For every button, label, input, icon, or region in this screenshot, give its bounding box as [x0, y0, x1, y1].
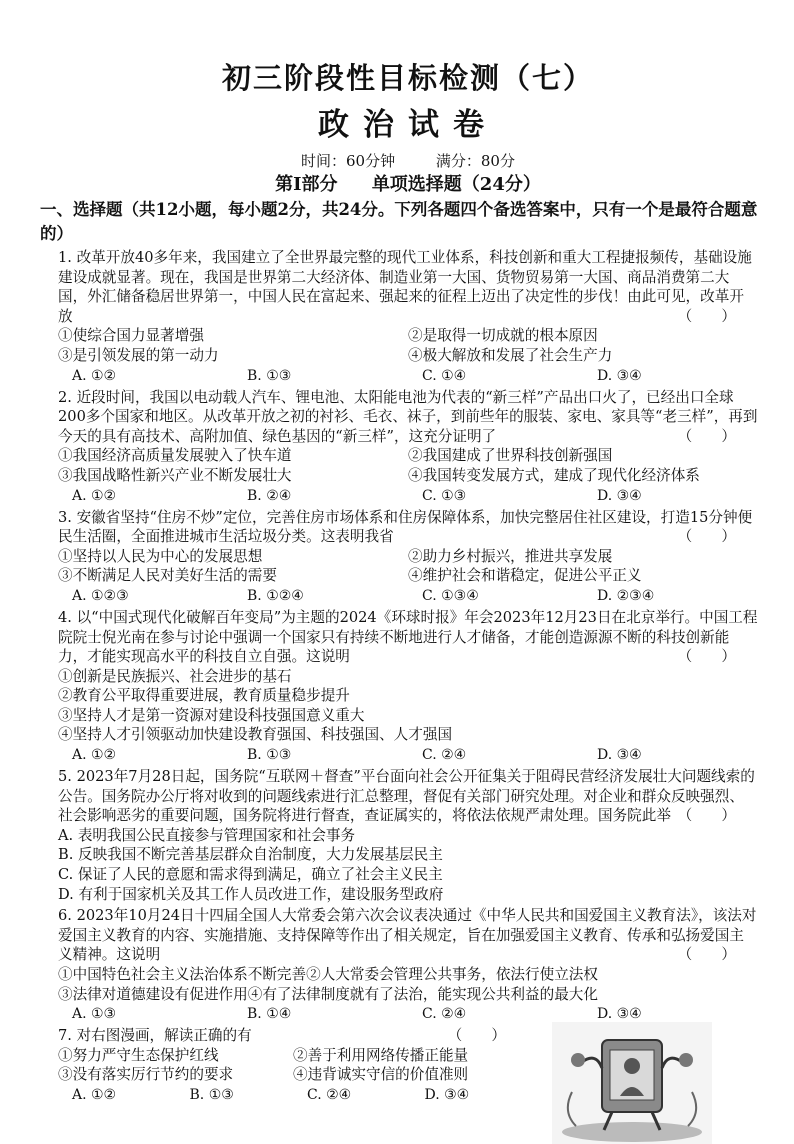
option-row [58, 346, 758, 366]
option: ③没有落实厉行节约的要求 [58, 1066, 234, 1084]
option: ②我国建成了世界科技创新强国 [408, 447, 613, 465]
answer-choice: C. ②④ [422, 1006, 467, 1023]
question-7-text [58, 1026, 528, 1105]
option: ④违背诚实守信的价值准则 [293, 1066, 469, 1084]
answer-choice: D. ③④ [597, 487, 642, 504]
question-stem: 7. 对右图漫画，解读正确的有 （ ） [58, 1027, 506, 1045]
answer-choices [58, 586, 758, 606]
answer-paren: （ ） [677, 427, 736, 445]
option-list [58, 965, 758, 1004]
part-heading [58, 172, 758, 198]
question-3 [58, 508, 758, 606]
answer-choice: A. ①② [72, 367, 117, 384]
question-2 [58, 388, 758, 506]
answer-choice: A. ①② [72, 747, 117, 764]
answer-choice: B. ①④ [247, 1006, 292, 1023]
answer-choice: C. ②④ [307, 1086, 352, 1103]
option: ③法律对道德建设有促进作用 [58, 985, 248, 1003]
option: C. 保证了人民的意愿和需求得到满足，确立了社会主义民主 [58, 866, 443, 884]
exam-time: 时间：60分钟 [301, 152, 396, 170]
question-1 [58, 248, 758, 386]
answer-paren: （ ） [677, 946, 736, 964]
answer-paren: （ ） [677, 307, 736, 325]
option-row [58, 985, 758, 1005]
question-6 [58, 906, 758, 1024]
option: D. 有利于国家机关及其工作人员改进工作，建设服务型政府 [58, 885, 444, 903]
option: ②助力乡村振兴，推进共享发展 [408, 547, 613, 565]
answer-choice: A. ①③ [72, 1006, 117, 1023]
answer-choice: B. ②④ [247, 487, 292, 504]
option: ④坚持人才引领驱动加快建设教育强国、科技强国、人才强国 [58, 726, 453, 744]
option: ②教育公平取得重要进展，教育质量稳步提升 [58, 687, 350, 705]
answer-choice: C. ①③ [422, 487, 467, 504]
option: B. 反映我国不断完善基层群众自治制度，大力发展基层民主 [58, 846, 443, 864]
answer-choices [58, 745, 758, 765]
option-row [58, 1046, 528, 1066]
answer-choice: A. ①② [72, 1086, 117, 1103]
answer-choice: B. ①③ [247, 367, 292, 384]
option: ①我国经济高质量发展驶入了快车道 [58, 447, 292, 465]
option: ③不断满足人民对美好生活的需要 [58, 567, 277, 585]
option: ②是取得一切成就的根本原因 [408, 327, 598, 345]
answer-paren: （ ） [677, 528, 736, 546]
answer-choice: B. ①③ [247, 747, 292, 764]
exam-score: 满分：80分 [435, 152, 515, 170]
question-stem: 4. 以“中国式现代化破解百年变局”为主题的2024《环球时报》年会2023年12月23日在北京举行。中国工程院院士倪光南在参与讨论中强调一个国家只有持续不断地进行人才储备，才能创造源源不断的科技创新能力，才能实现高水平的科技自立自强。这说明 （ ） [58, 608, 758, 666]
option: ①使综合国力显著增强 [58, 327, 204, 345]
answer-choice: C. ①④ [422, 367, 467, 384]
exam-meta [58, 150, 758, 172]
exam-title: 初三阶段性目标检测（七） [221, 61, 594, 95]
part-name: 单项选择题（24分） [371, 174, 541, 195]
answer-choice: C. ①③④ [422, 587, 479, 604]
option: ③是引领发展的第一动力 [58, 346, 219, 364]
option: ④我国转变发展方式，建成了现代化经济体系 [408, 466, 700, 484]
option: ④极大解放和发展了社会生产力 [408, 346, 613, 364]
option: ②善于利用网络传播正能量 [293, 1046, 469, 1064]
answer-choice: C. ②④ [422, 747, 467, 764]
question-4 [58, 608, 758, 765]
answer-choice: D. ③④ [424, 1086, 470, 1103]
part-label: 第Ⅰ部分 [275, 174, 338, 195]
answer-choices [58, 486, 758, 506]
answer-choices [58, 1004, 758, 1024]
question-stem: 6. 2023年10月24日十四届全国人大常委会第六次会议表决通过《中华人民共和国爱国主义教育法》，该法对爱国主义教育的内容、实施措施、支持保障等作出了相关规定，旨在加强爱国主义教育、传承和弘扬爱国主义精神。这说明 （ ） [58, 907, 757, 964]
option-row [58, 466, 758, 486]
option-list [58, 826, 758, 904]
option-row [58, 326, 758, 346]
exam-subtitle: 政治试卷 [318, 107, 498, 143]
option: ①努力严守生态保护红线 [58, 1046, 219, 1064]
answer-choice: A. ①②③ [72, 587, 129, 604]
question-stem: 5. 2023年7月28日起，国务院“互联网＋督查”平台面向社会公开征集关于阻碍民营经济发展壮大问题线索的公告。国务院办公厅将对收到的问题线索进行汇总整理，督促有关部门研究处理。对企业和群众反映强烈、社会影响恶劣的重要问题，国务院将进行督查，查证属实的，将依法依规严肃处理。国务院此举 （ ） [58, 768, 755, 825]
option: ①中国特色社会主义法治体系不断完善 [58, 966, 307, 983]
answer-choice: B. ①②④ [247, 587, 304, 604]
answer-choice: D. ②③④ [597, 587, 655, 604]
section-heading: 一、选择题（共12小题，每小题2分，共24分。下列各题四个备选答案中，只有一个是最符合题意的） [40, 200, 758, 243]
option-row [58, 566, 758, 586]
question-5 [58, 767, 758, 904]
answer-paren: （ ） [677, 648, 736, 666]
question-stem: 3. 安徽省坚持“住房不炒”定位，完善住房市场体系和住房保障体系，加快完整居住社区建设，打造15分钟便民生活圈，全面推进城市生活垃圾分类。这表明我省 （ ） [58, 508, 753, 546]
answer-paren: （ ） [677, 807, 736, 825]
option: ②人大常委会管理公共事务，依法行使立法权 [306, 966, 598, 983]
option: ①坚持以人民为中心的发展思想 [58, 547, 263, 565]
option-row [58, 965, 758, 985]
answer-choice: D. ③④ [597, 747, 642, 764]
option: ④维护社会和谐稳定，促进公平正义 [408, 567, 642, 585]
cartoon-figure [552, 1022, 712, 1144]
option-row [58, 547, 758, 567]
option: ④有了法律制度就有了法治，能实现公共利益的最大化 [247, 985, 598, 1003]
answer-paren: （ ） [447, 1027, 506, 1045]
answer-choices [58, 366, 758, 386]
option: ①创新是民族振兴、社会进步的基石 [58, 667, 292, 685]
option-row [58, 1065, 528, 1085]
option-list [58, 667, 758, 745]
answer-choice: D. ③④ [597, 367, 642, 384]
answer-choice: B. ①③ [189, 1086, 234, 1103]
question-stem: 2. 近段时间，我国以电动载人汽车、锂电池、太阳能电池为代表的“新三样”产品出口火了，已经出口全球200多个国家和地区。从改革开放之初的衬衫、毛衣、袜子，到前些年的服装、家电、家具等“老三样”，再到今天的具有高技术、高附加值、绿色基因的“新三样”，这充分证明了 （ ） [58, 388, 758, 445]
option: ③我国战略性新兴产业不断发展壮大 [58, 466, 292, 484]
question-stem: 1. 改革开放40多年来，我国建立了全世界最完整的现代工业体系，科技创新和重大工程捷报频传，基础设施建设成就显著。现在，我国是世界第二大经济体、制造业第一大国、货物贸易第一大国、商品消费第二大国，外汇储备稳居世界第一，中国人民在富起来、强起来的征程上迈出了决定性的步伐！由此可见，改革开放 （ ） [58, 249, 752, 325]
option: A. 表明我国公民直接参与管理国家和社会事务 [58, 826, 356, 844]
answer-choice: A. ①② [72, 487, 117, 504]
question-7 [58, 1026, 758, 1105]
answer-choices [58, 1085, 528, 1105]
option: ③坚持人才是第一资源对建设科技强国意义重大 [58, 706, 365, 724]
answer-choice: D. ③④ [597, 1006, 642, 1023]
option-row [58, 446, 758, 466]
